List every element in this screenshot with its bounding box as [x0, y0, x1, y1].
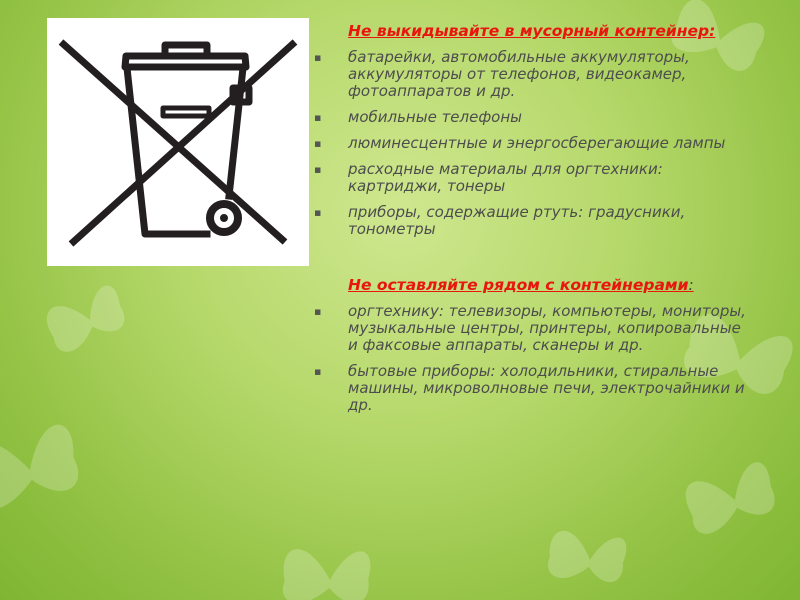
section-do-not-leave	[312, 276, 752, 414]
list-item	[312, 363, 752, 414]
list-item	[312, 49, 752, 100]
bullet-icon: ▪	[314, 51, 322, 64]
list-item-text: батарейки, автомобильные аккумуляторы, аккумуляторы от телефонов, видеокамер, фотоаппаратов и др.	[348, 48, 690, 100]
butterfly-icon	[42, 283, 130, 356]
list-item	[312, 109, 752, 126]
list-item	[312, 303, 752, 354]
list-item-text: приборы, содержащие ртуть: градусники, тонометры	[348, 203, 686, 238]
bullet-icon: ▪	[314, 206, 322, 219]
list-item-text: люминесцентные и энергосберегающие лампы	[348, 134, 726, 152]
list-item-text: оргтехнику: телевизоры, компьютеры, мониторы, музыкальные центры, принтеры, копировальные и факсовые аппараты, сканеры и др.	[348, 302, 746, 354]
bullet-icon: ▪	[314, 163, 322, 176]
list-item-text: мобильные телефоны	[348, 108, 523, 126]
list-item	[312, 161, 752, 195]
section-heading-text: Не оставляйте рядом с контейнерами	[348, 276, 689, 294]
list-item-text: бытовые приборы: холодильники, стиральные машины, микроволновые печи, электрочайники и др.	[348, 362, 745, 414]
butterfly-icon	[0, 422, 82, 513]
butterfly-icon	[281, 545, 372, 600]
butterfly-icon	[545, 526, 628, 588]
weee-logo	[47, 18, 309, 266]
list-item	[312, 135, 752, 152]
section-heading	[312, 22, 752, 40]
section-do-not-throw	[312, 22, 752, 238]
bullet-icon: ▪	[314, 137, 322, 150]
item-list	[312, 49, 752, 238]
item-list	[312, 303, 752, 414]
disposal-instructions	[312, 22, 752, 414]
section-heading-suffix: :	[688, 276, 694, 294]
bullet-icon: ▪	[314, 365, 322, 378]
bullet-icon: ▪	[314, 305, 322, 318]
bullet-icon: ▪	[314, 111, 322, 124]
section-heading	[312, 276, 752, 294]
list-item-text: расходные материалы для оргтехники: картриджи, тонеры	[348, 160, 663, 195]
butterfly-icon	[681, 460, 779, 537]
list-item	[312, 204, 752, 238]
crossed-out-wheelie-bin-icon	[47, 18, 309, 266]
section-heading-text: Не выкидывайте в мусорный контейнер:	[348, 22, 716, 40]
